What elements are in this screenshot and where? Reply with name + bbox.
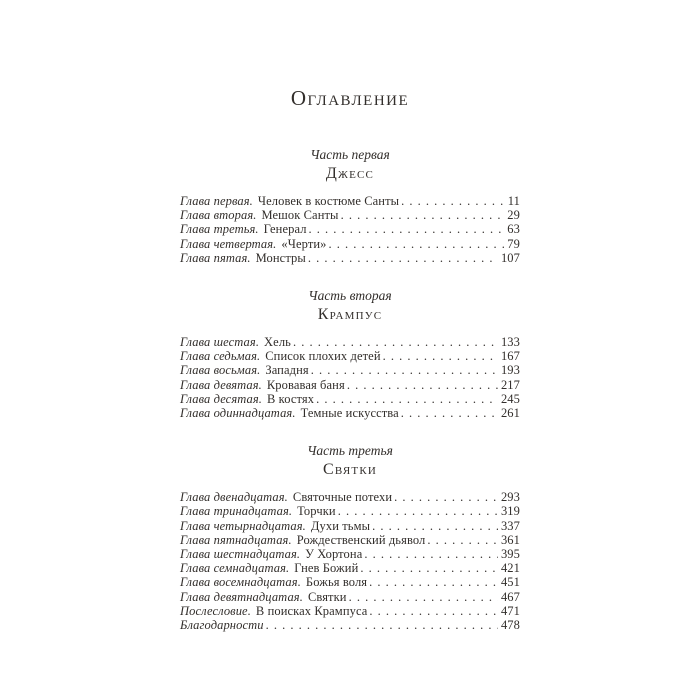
entry-label: Глава одиннадцатая. [180, 406, 296, 421]
dot-leader [338, 504, 498, 518]
part-name: Джесс [325, 165, 375, 182]
dot-leader [341, 208, 505, 222]
entry-page: 467 [500, 589, 520, 604]
part-section [180, 147, 520, 265]
entry-title: Список плохих детей [265, 349, 381, 364]
toc-list [180, 490, 520, 632]
dot-leader [369, 575, 498, 589]
toc-list [180, 194, 520, 265]
dot-leader [360, 561, 498, 575]
toc-entry [180, 406, 520, 420]
entry-page: 361 [500, 532, 520, 547]
dot-leader [293, 335, 498, 349]
part-label: Часть первая [310, 147, 390, 162]
toc-entry [180, 392, 520, 406]
toc-content [180, 0, 520, 632]
entry-title: Духи тьмы [310, 518, 371, 533]
entry-label: Глава шестая. [180, 335, 260, 350]
entry-title: Святки [307, 589, 347, 604]
toc-entry [180, 575, 520, 589]
entry-label: Глава первая. [180, 194, 253, 208]
dot-leader [309, 222, 505, 236]
entry-title: Божья воля [305, 575, 368, 590]
entry-label: Послесловие. [180, 603, 251, 618]
dot-leader [383, 349, 498, 363]
toc-entry [180, 590, 520, 604]
entry-title: Кровавая баня [266, 377, 345, 392]
entry-label: Благодарности [180, 618, 264, 633]
entry-page: 337 [500, 518, 520, 533]
toc-entry [180, 618, 520, 632]
part-label: Часть третья [307, 443, 393, 459]
entry-page: 261 [500, 406, 520, 421]
entry-title: В поисках Крампуса [255, 603, 368, 618]
entry-page: 478 [500, 618, 520, 633]
entry-page: 107 [500, 250, 520, 265]
toc-entry [180, 349, 520, 363]
toc-entry [180, 547, 520, 561]
toc-entry [180, 251, 520, 265]
entry-label: Глава десятая. [180, 391, 262, 406]
entry-page: 451 [500, 575, 520, 590]
dot-leader [311, 363, 498, 377]
entry-page: 193 [500, 363, 520, 378]
toc-parts [180, 147, 520, 632]
entry-page: 133 [500, 335, 520, 350]
part-section [180, 443, 520, 632]
dot-leader [349, 590, 498, 604]
dot-leader [401, 406, 498, 420]
part-name: Святки [323, 461, 377, 479]
entry-label: Глава восемнадцатая. [180, 575, 301, 590]
entry-page: 167 [500, 349, 520, 364]
entry-label: Глава пятая. [180, 250, 251, 265]
toc-entry [180, 237, 520, 251]
entry-page: 79 [507, 236, 520, 251]
entry-title: Генерал [263, 222, 307, 237]
dot-leader [266, 618, 498, 632]
toc-entry [180, 533, 520, 547]
toc-entry [180, 222, 520, 236]
part-label: Часть вторая [308, 288, 392, 304]
dot-leader [316, 392, 498, 406]
entry-label: Глава вторая. [180, 208, 257, 223]
entry-title: Хель [264, 335, 291, 350]
entry-page: 293 [500, 490, 520, 505]
dot-leader [401, 194, 505, 208]
part-section [180, 288, 520, 420]
entry-title: Торчки [297, 504, 336, 519]
entry-page: 471 [500, 603, 520, 618]
dot-leader [427, 533, 498, 547]
toc-entry [180, 490, 520, 504]
dot-leader [329, 237, 505, 251]
toc-entry [180, 561, 520, 575]
toc-entry [180, 335, 520, 349]
dot-leader [347, 378, 498, 392]
entry-page: 319 [500, 504, 520, 519]
entry-label: Глава тринадцатая. [180, 504, 293, 519]
entry-label: Глава седьмая. [180, 349, 261, 364]
entry-page: 245 [500, 391, 520, 406]
entry-label: Глава шестнадцатая. [180, 547, 301, 562]
toc-list [180, 335, 520, 420]
entry-title: «Черти» [281, 236, 327, 251]
entry-page: 421 [500, 561, 520, 576]
toc-entry [180, 194, 520, 208]
page-title: Оглавление [290, 86, 410, 110]
entry-label: Глава пятнадцатая. [180, 532, 292, 547]
entry-label: Глава девятнадцатая. [180, 589, 303, 604]
entry-title: Святочные потехи [292, 490, 393, 505]
entry-label: Глава двенадцатая. [180, 490, 288, 505]
entry-title: У Хортона [305, 547, 363, 562]
toc-entry [180, 504, 520, 518]
dot-leader [394, 490, 498, 504]
dot-leader [364, 547, 498, 561]
entry-label: Глава четырнадцатая. [180, 518, 306, 533]
entry-label: Глава восьмая. [180, 363, 261, 378]
toc-entry [180, 363, 520, 377]
dot-leader [372, 519, 498, 533]
entry-page: 63 [507, 222, 520, 237]
entry-title: Западня [265, 363, 309, 378]
entry-title: Монстры [255, 250, 306, 265]
entry-page: 395 [500, 547, 520, 562]
part-header [180, 147, 520, 183]
part-header [180, 288, 520, 324]
dot-leader [369, 604, 498, 618]
entry-title: Мешок Санты [261, 208, 339, 223]
toc-entry [180, 208, 520, 222]
part-name: Крампус [317, 306, 383, 324]
entry-title: Гнев Божий [294, 561, 359, 576]
part-header [180, 443, 520, 479]
entry-label: Глава девятая. [180, 377, 262, 392]
toc-entry [180, 604, 520, 618]
entry-page: 11 [507, 194, 520, 208]
entry-page: 29 [507, 208, 520, 223]
dot-leader [308, 251, 498, 265]
toc-entry [180, 519, 520, 533]
entry-title: Рождественский дьявол [296, 532, 426, 547]
entry-label: Глава третья. [180, 222, 259, 237]
toc-entry [180, 378, 520, 392]
entry-title: Темные искусства [300, 406, 399, 421]
entry-title: Человек в костюме Санты [257, 194, 400, 208]
entry-page: 217 [500, 377, 520, 392]
entry-label: Глава четвертая. [180, 236, 277, 251]
entry-label: Глава семнадцатая. [180, 561, 290, 576]
entry-title: В костях [267, 391, 315, 406]
